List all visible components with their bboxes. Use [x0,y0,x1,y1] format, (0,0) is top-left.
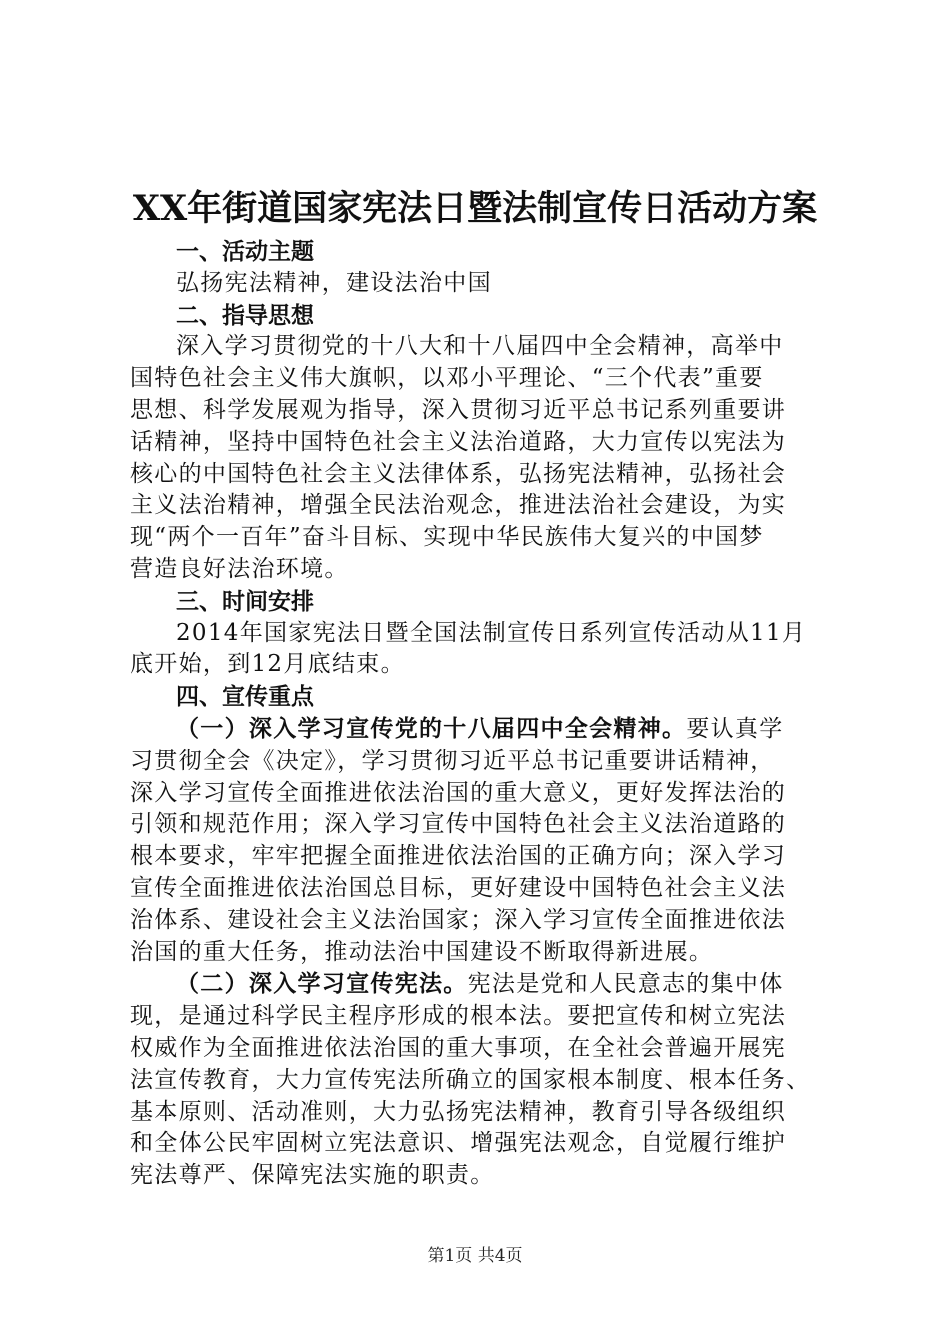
paragraph-line: 法宣传教育，大力宣传宪法所确立的国家根本制度、根本任务、 [130,1066,811,1093]
paragraph-line: 宪法尊严、保障宪法实施的职责。 [130,1162,495,1189]
section-heading: 二、指导思想 [176,301,314,329]
item-first-rest: 宪法是党和人民意志的集中体 [467,971,784,998]
paragraph-line: 现“两个一百年”奋斗目标、实现中华民族伟大复兴的中国梦 [130,524,764,551]
paragraph-line: 底开始，到12月底结束。 [130,651,405,678]
section-heading: 三、时间安排 [176,587,314,615]
paragraph-line: 根本要求，牢牢把握全面推进依法治国的正确方向；深入学习 [130,843,787,870]
item-first-line [130,968,835,1001]
page-footer: 第1页 共4页 [427,1246,523,1266]
item-lead: （二）深入学习宣传宪法。 [176,970,468,998]
item-lead: （一）深入学习宣传党的十八届四中全会精神。 [176,714,687,742]
section-heading: 四、宣传重点 [176,683,314,711]
document-body [130,236,835,1192]
document-title: XX年街道国家宪法日暨法制宣传日活动方案 [132,188,818,229]
paragraph-line: 引领和规范作用；深入学习宣传中国特色社会主义法治道路的 [130,811,787,838]
paragraph-line: 权威作为全面推进依法治国的重大事项，在全社会普遍开展宪 [130,1034,787,1061]
paragraph-line: 和全体公民牢固树立宪法意识、增强宪法观念，自觉履行维护 [130,1130,787,1157]
paragraph-line: 深入学习宣传全面推进依法治国的重大意义，更好发挥法治的 [130,779,787,806]
section-heading: 一、活动主题 [176,238,314,265]
paragraph-line: 核心的中国特色社会主义法律体系，弘扬宪法精神，弘扬社会 [130,460,787,487]
paragraph-line: 习贯彻全会《决定》，学习贯彻习近平总书记重要讲话精神， [130,747,775,774]
item-first-rest: 要认真学 [686,715,784,742]
paragraph-line: 国特色社会主义伟大旗帜，以邓小平理论、“三个代表”重要 [130,365,764,392]
paragraph-line: 弘扬宪法精神，建设法治中国 [176,269,492,296]
paragraph-line: 营造良好法治环境。 [130,555,349,582]
paragraph-line: 宣传全面推进依法治国总目标，更好建设中国特色社会主义法 [130,874,787,901]
item-first-line [130,713,835,746]
paragraph-line: 现，是通过科学民主程序形成的根本法。要把宣传和树立宪法 [130,1003,787,1030]
paragraph-line: 思想、科学发展观为指导，深入贯彻习近平总书记系列重要讲 [130,396,787,423]
paragraph-line: 2014年国家宪法日暨全国法制宣传日系列宣传活动从11月 [176,619,807,646]
paragraph-line: 基本原则、活动准则，大力弘扬宪法精神，教育引导各级组织 [130,1098,787,1125]
paragraph-line: 治国的重大任务，推动法治中国建设不断取得新进展。 [130,938,714,965]
paragraph-line: 主义法治精神，增强全民法治观念，推进法治社会建设，为实 [130,492,787,519]
paragraph-line: 话精神，坚持中国特色社会主义法治道路，大力宣传以宪法为 [130,428,787,455]
paragraph-line: 治体系、建设社会主义法治国家；深入学习宣传全面推进依法 [130,906,787,933]
paragraph-line: 深入学习贯彻党的十八大和十八届四中全会精神，高举中 [176,333,784,360]
